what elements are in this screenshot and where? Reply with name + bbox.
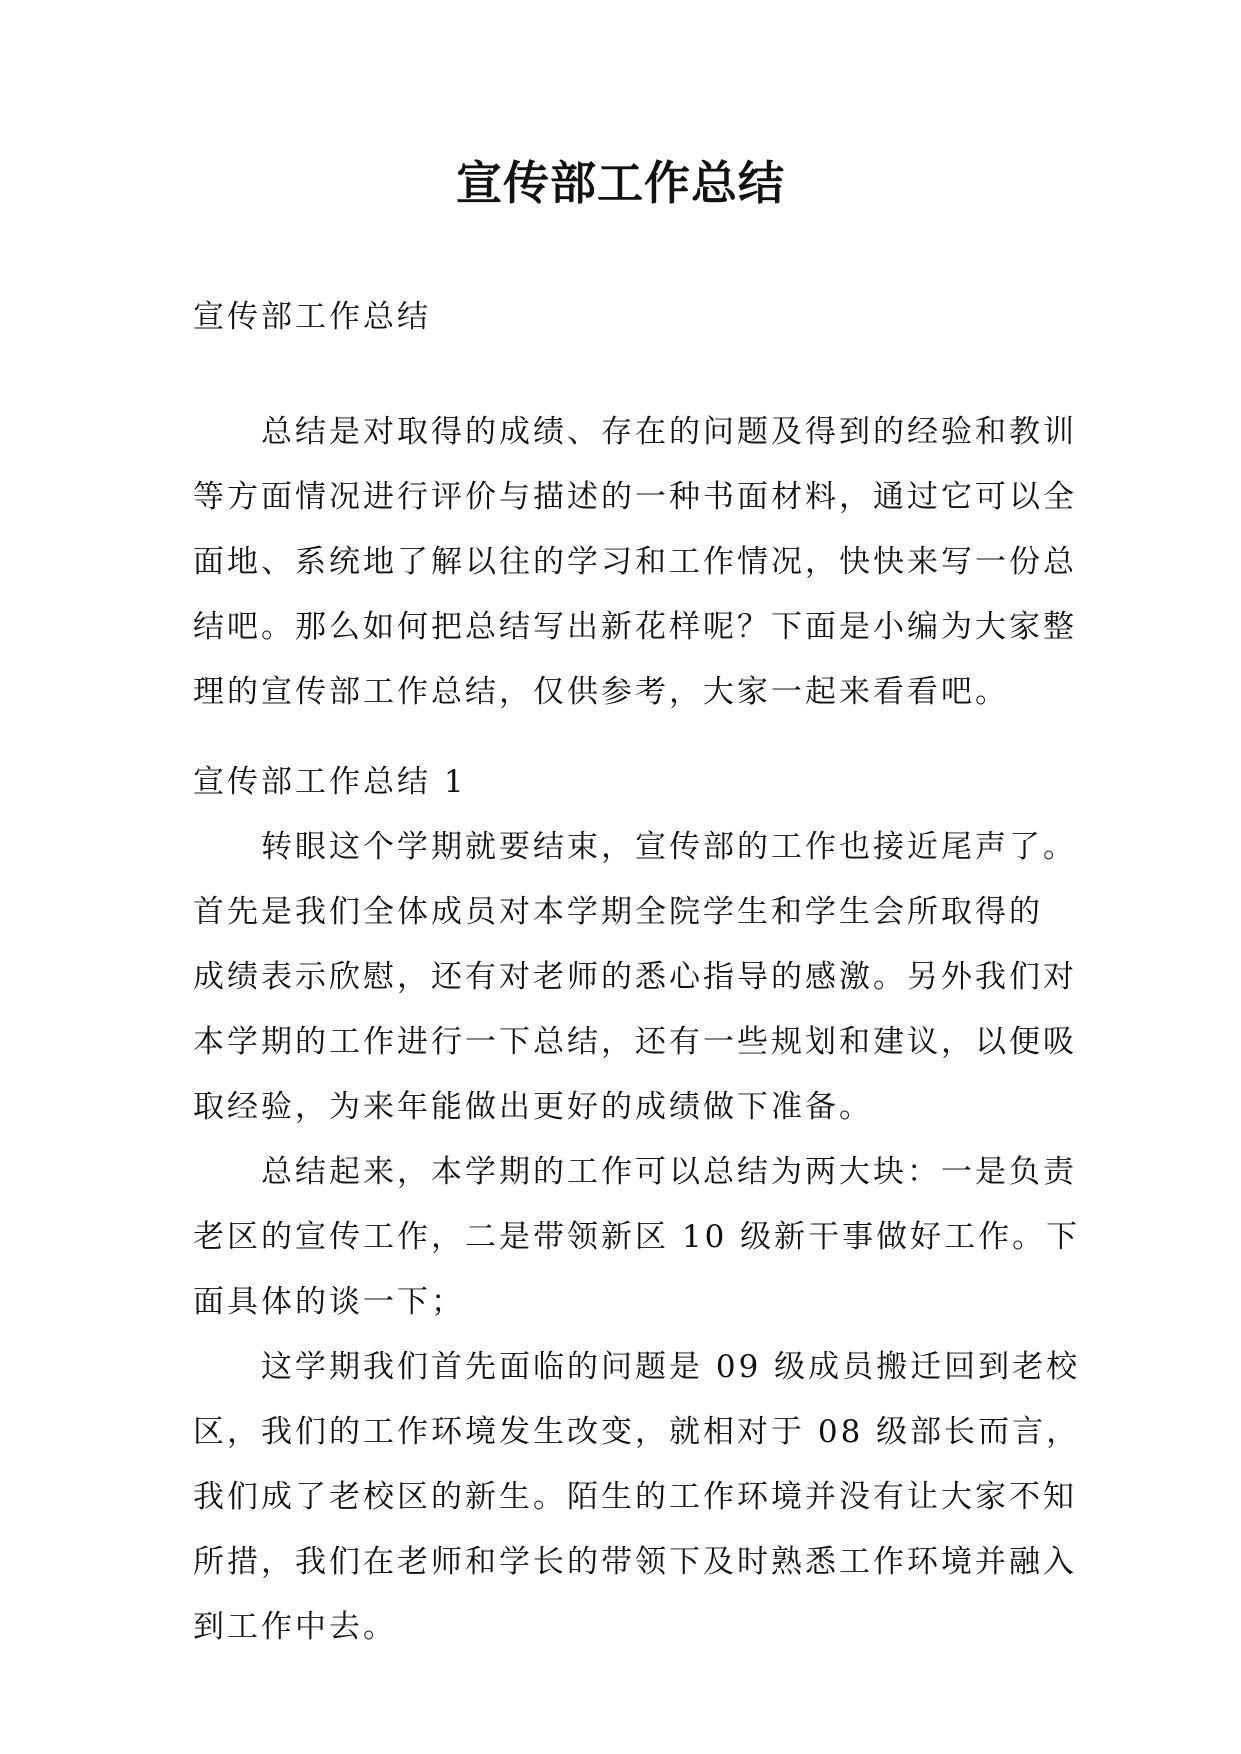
section-body [193, 815, 1081, 1660]
body-line: 面具体的谈一下； [193, 1284, 465, 1320]
section-heading: 宣传部工作总结 1 [193, 764, 467, 800]
body-line: 我们成了老校区的新生。陌生的工作环境并没有让大家不知 [193, 1479, 1077, 1515]
body-line: 这学期我们首先面临的问题是 09 级成员搬迁回到老校 [193, 1349, 1081, 1385]
intro-line: 总结是对取得的成绩、存在的问题及得到的经验和教训 [193, 414, 1077, 450]
intro-line: 理的宣传部工作总结，仅供参考，大家一起来看看吧。 [193, 674, 1009, 710]
body-line: 总结起来，本学期的工作可以总结为两大块：一是负责 [193, 1154, 1077, 1190]
document-title: 宣传部工作总结 [456, 156, 785, 210]
body-line: 老区的宣传工作，二是带领新区 10 级新干事做好工作。下 [193, 1219, 1081, 1255]
intro-line: 结吧。那么如何把总结写出新花样呢？下面是小编为大家整 [193, 609, 1077, 645]
body-line: 区，我们的工作环境发生改变，就相对于 08 级部长而言， [193, 1414, 1081, 1450]
body-line: 转眼这个学期就要结束，宣传部的工作也接近尾声了。 [193, 829, 1077, 865]
body-line: 取经验，为来年能做出更好的成绩做下准备。 [193, 1089, 873, 1125]
body-line: 本学期的工作进行一下总结，还有一些规划和建议，以便吸 [193, 1024, 1077, 1060]
body-line: 成绩表示欣慰，还有对老师的悉心指导的感激。另外我们对 [193, 959, 1077, 995]
intro-paragraph [193, 400, 1077, 725]
intro-line: 等方面情况进行评价与描述的一种书面材料，通过它可以全 [193, 479, 1077, 515]
document-subtitle: 宣传部工作总结 [193, 299, 431, 335]
intro-line: 面地、系统地了解以往的学习和工作情况，快快来写一份总 [193, 544, 1077, 580]
body-line: 到工作中去。 [193, 1609, 397, 1645]
body-line: 首先是我们全体成员对本学期全院学生和学生会所取得的 [193, 894, 1043, 930]
body-line: 所措，我们在老师和学长的带领下及时熟悉工作环境并融入 [193, 1544, 1077, 1580]
